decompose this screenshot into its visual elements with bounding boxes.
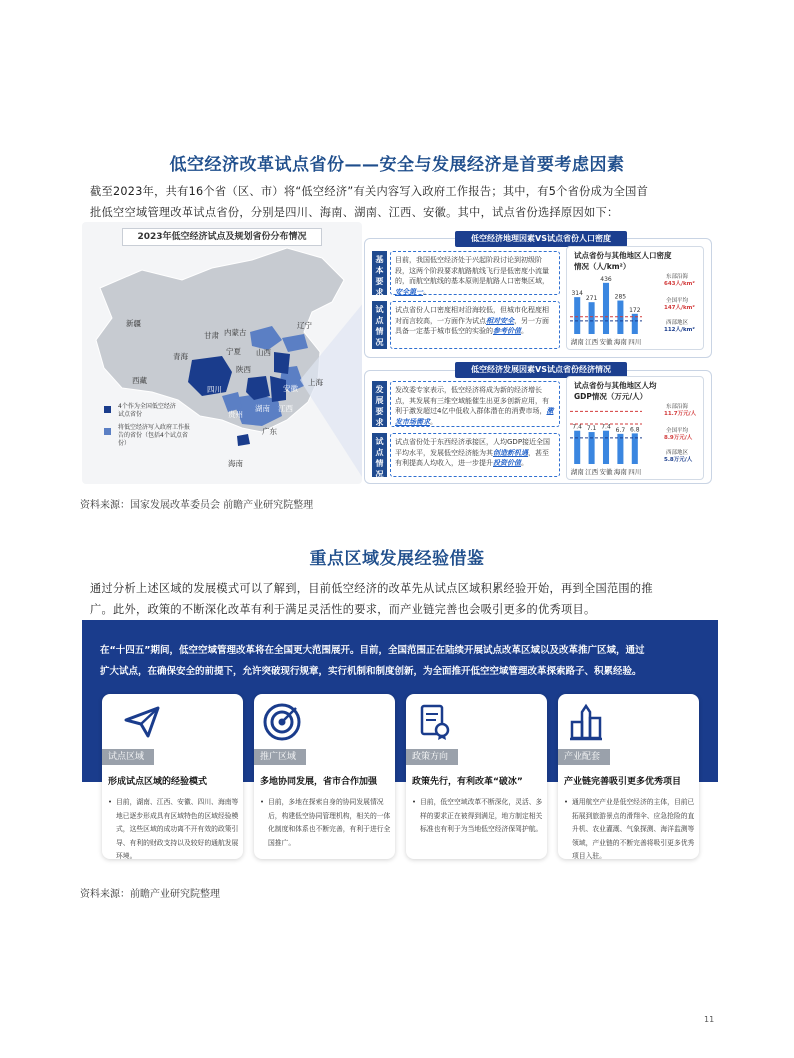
econ-pilot-text-mid: ，甚至有利提高人均收入，进一步提升 [395,448,549,467]
bar-海南 [617,301,623,334]
gdp-chart [568,402,702,478]
category-label: 海南 [613,468,627,476]
card-promotion-region-tag: 推广区域 [254,749,306,765]
reference-label: 东部沿海 [666,404,689,410]
bar-湖南 [574,431,580,464]
econ-panel-header: 低空经济发展因素VS试点省份经济情况 [455,362,627,378]
bar-湖南 [574,297,580,334]
map-label-anhui: 安徽 [283,384,298,393]
map-label-shanghai: 上海 [308,378,323,387]
section2-paragraph-line2: 广。此外，政策的不断深化改革有利于满足灵活性的要求，而产业链完善也会吸引更多的优秀项目。 [90,603,596,616]
reference-value: 11.7万元/人 [664,411,697,417]
map-label-xinjiang: 新疆 [126,319,141,328]
bar-value-label: 314 [571,290,583,298]
reference-label: 西部地区 [666,320,689,326]
geo-pilot-highlight-1: 相对安全 [486,316,514,325]
geo-tag-pilot [372,301,387,349]
bar-value-label: 7.4 [601,423,611,431]
card-policy-direction [406,694,547,859]
bar-value-label: 7.4 [572,423,582,431]
econ-pilot-text-end: 。 [521,459,528,467]
map-label-shanxi: 山西 [256,348,271,357]
geo-tag-pilot-label: 试点情况 [375,305,384,347]
map-label-hainan: 海南 [228,459,243,468]
reference-label: 西部地区 [666,450,689,456]
geo-tag-basic-label: 基本要求 [375,255,384,297]
card-promotion-region-body: • 目前，多地在探索自身的协同发展情况后，构建低空协同管理机构，相关的一体化制度和体系也不断完善，有利于进行全国推广。 [260,796,393,850]
bar-value-label: 271 [585,295,598,303]
map-label-xizang: 西藏 [132,376,147,385]
category-label: 湖南 [570,338,584,346]
industry-tower-icon [566,702,606,742]
section2-paragraph [90,578,710,620]
map-label-neimenggu: 内蒙古 [224,328,247,337]
region-pilot-anhui [274,352,290,374]
target-icon [262,702,302,742]
reference-value: 5.8万元/人 [664,457,693,463]
card-industry-support-body: • 通用航空产业是低空经济的主体，目前已拓展到旅游景点的滑翔伞、应急抢险的直升机、农业灌溉、气象探测、海洋监测等领域，产业链的不断完善将吸引更多优秀项目入驻。 [564,796,697,864]
card-promotion-region-heading: 多地协同发展，省市合作加强 [260,777,378,787]
bar-value-label: 436 [600,275,612,283]
page-number: 11 [704,1015,715,1024]
econ-dev-highlight: 激发市场需求 [395,407,554,426]
card-promotion-region [254,694,395,859]
geo-basic-highlight: 安全第一 [395,287,423,296]
geo-basic-text-end: 。 [423,287,430,296]
econ-tag-dev [372,381,387,427]
density-chart [568,272,702,348]
econ-pilot-highlight-1: 创造新机遇 [493,448,528,457]
reference-value: 643人/km² [664,281,695,287]
section1-paragraph [90,181,710,223]
map-label-guangdong: 广东 [262,427,277,436]
policy-document-icon [414,702,454,742]
econ-tag-dev-label: 发展要求 [375,385,384,427]
geo-pilot-text [390,301,560,349]
legend-swatch-planned [104,428,111,435]
card-policy-direction-body: • 目前，低空空域改革不断深化，灵活、多样的要求正在被得到满足，地方制定相关标准也有利于为当地低空经济保驾护航。 [412,796,545,837]
geo-basic-text-body: 目前，我国低空经济处于兴起阶段讨论到初级阶段，这两个阶段要求航路航线飞行是低密度小流量的，而航空航线的基本原则是航路人口密集区域， [395,256,549,285]
card-industry-support [558,694,699,859]
category-label: 安徽 [599,338,613,346]
card-pilot-region [102,694,243,859]
bar-value-label: 6.7 [615,426,626,434]
map-label-hunan: 湖南 [255,404,270,413]
card-pilot-region-heading: 形成试点区域的经验模式 [108,777,208,787]
bar-value-label: 285 [614,293,627,301]
map-label-gansu: 甘肃 [204,331,219,340]
density-chart-title: 试点省份与其他地区人口密度情况（人/km²） [574,251,672,271]
category-label: 江西 [585,338,599,346]
card-policy-direction-tag: 政策方向 [406,749,458,765]
bar-value-label: 172 [629,306,641,314]
card-pilot-region-tag: 试点区域 [102,749,154,765]
bar-value-label: 6.8 [630,426,640,434]
reference-value: 147人/km² [664,305,695,311]
card-policy-direction-heading: 政策先行，有利改革“破冰” [412,777,523,787]
map-label-jiangxi: 江西 [278,404,293,413]
summary-band-line1: 在“十四五”期间，低空空域管理改革将在全国更大范围展开。目前，全国范围正在陆续开展试点改革区域以及改革推广区域，通过 [100,645,645,656]
card-pilot-region-body: • 目前，湖南、江西、安徽、四川、海南等地已逐步形成具有区域特色的区域经验模式，这些区域的成功离不开有效的政策引导、有利的财政支持以及较好的通航发展环境。 [108,796,241,864]
reference-label: 东部沿海 [666,274,689,280]
section2-paragraph-line1: 通过分析上述区域的发展模式可以了解到，目前低空经济的改革先从试点区域积累经验开始，再到全国范围的推 [90,582,653,595]
category-label: 安徽 [599,468,613,476]
region-pilot-hainan [237,434,250,446]
reference-label: 全国平均 [666,298,689,304]
bar-江西 [589,302,595,334]
category-label: 湖南 [570,468,584,476]
map-label-ningxia: 宁夏 [226,347,241,356]
geo-pilot-text-body: 试点省份人口密度相对沿海较低，但城市化程度相对而言较高，一方面作为试点 [395,306,549,325]
geo-pilot-text-mid: ，另一方面具备一定基于城市低空的实验的 [395,316,549,335]
map-label-sichuan: 四川 [207,385,222,394]
map-label-shaanxi: 陕西 [236,365,251,374]
section2-title: 重点区域发展经验借鉴 [309,549,485,569]
econ-pilot-text-body: 试点省份处于东西经济承接区，人均GDP接近全国平均水平，发展低空经济能为其 [395,438,551,457]
econ-pilot-highlight-2: 投资价值 [493,459,521,467]
reference-label: 全国平均 [666,428,689,434]
card-industry-support-tag: 产业配套 [558,749,610,765]
map-title: 2023年低空经济试点及规划省份分布情况 [122,228,322,246]
geo-tag-basic [372,251,387,295]
reference-value: 8.9万元/人 [664,435,693,441]
section1-source: 资料来源：国家发展改革委员会 前瞻产业研究院整理 [80,500,314,511]
category-label: 海南 [613,338,627,346]
bar-安徽 [603,283,609,334]
map-label-qinghai: 青海 [173,352,188,361]
econ-pilot-text [390,433,560,477]
geo-pilot-text-end: 。 [521,327,528,335]
section1-title: 低空经济改革试点省份——安全与发展经济是首要考虑因素 [169,155,625,175]
econ-dev-text-body: 发改委专家表示，低空经济将成为新的经济增长点，其发展有三维空域能催生出更多创新应用，有利于激发超过4亿中低收入群体潜在的消费市场， [395,386,549,415]
bar-value-label: 7.1 [586,425,597,433]
category-label: 四川 [628,468,642,476]
map-label-liaoning: 辽宁 [297,321,312,330]
bar-安徽 [603,431,609,464]
econ-dev-text [390,381,560,427]
reference-value: 112人/km² [664,327,695,333]
geo-panel-header: 低空经济地理因素VS试点省份人口密度 [455,231,627,247]
section1-paragraph-line2: 批低空空域管理改革试点省份，分别是四川、海南、湖南、江西、安徽。其中，试点省份选择原因如下： [90,206,619,219]
category-label: 江西 [585,468,599,476]
geo-pilot-highlight-2: 参考价值 [493,327,521,335]
bar-江西 [589,432,595,464]
paper-plane-icon [122,702,162,742]
econ-dev-text-end: 。 [430,417,437,426]
section2-source: 资料来源：前瞻产业研究院整理 [80,889,220,900]
card-industry-support-heading: 产业链完善吸引更多优秀项目 [564,777,682,787]
summary-band-line2: 扩大试点，在确保安全的前提下，允许突破现行规章，实行机制和制度创新，为全面推开低空空域管理改革探索路子、积累经验。 [100,666,642,677]
legend-text-pilot: 4个作为全国低空经济试点省份 [118,403,176,418]
geo-basic-text [390,251,560,295]
legend-swatch-pilot [104,406,111,413]
map-label-guizhou: 贵州 [228,410,243,419]
gdp-chart-title: 试点省份与其他地区人均GDP情况（万元/人） [574,381,657,401]
econ-tag-pilot-label: 试点情况 [375,437,384,479]
legend-text-planned: 将低空经济写入政府工作报告的省份（包括4个试点省份） [118,424,191,447]
summary-band-text [100,640,700,682]
econ-tag-pilot [372,433,387,477]
category-label: 四川 [628,338,642,346]
section1-paragraph-line1: 截至2023年，共有16个省（区、市）将“低空经济”有关内容写入政府工作报告；其中，有5个省份成为全国首 [90,185,649,198]
